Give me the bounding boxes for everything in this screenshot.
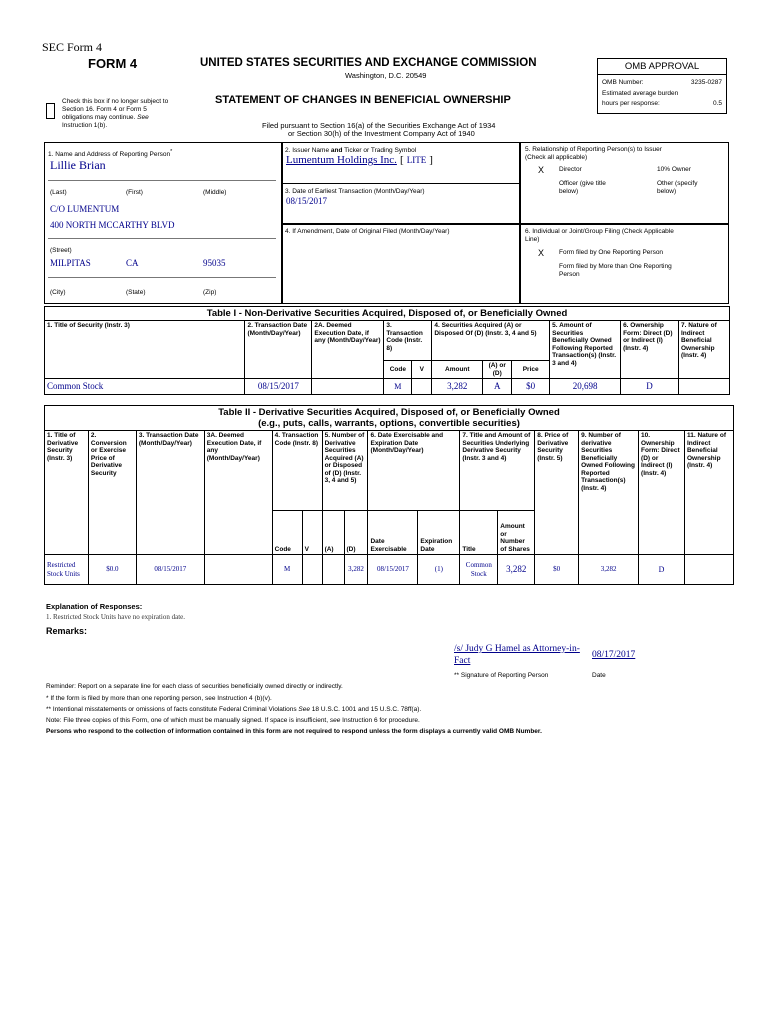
- address-line-1: C/O LUMENTUM: [50, 204, 120, 214]
- zip-label: (Zip): [203, 289, 217, 296]
- t1-row-form: D: [621, 379, 679, 395]
- commission-city: Washington, D.C. 20549: [345, 71, 427, 80]
- director-label: Director: [559, 166, 582, 173]
- earliest-date: 08/15/2017: [286, 196, 328, 206]
- filing-label-2: Line): [525, 236, 540, 243]
- street-label: (Street): [50, 247, 72, 254]
- table-2: [44, 405, 734, 585]
- explanation-label: Explanation of Responses:: [46, 602, 143, 611]
- t1-h5: 5. Amount of Securities Beneficially Owned Following Reported Transaction(s) (Instr. 3 and 4): [550, 321, 621, 379]
- t2-exp: Expiration Date: [418, 511, 460, 555]
- t2-h8: 8. Price of Derivative Security (Instr. 5): [535, 431, 579, 555]
- t2-v: V: [302, 511, 322, 555]
- t1-code: Code: [384, 361, 412, 379]
- t2-h6: 6. Date Exercisable and Expiration Date (Month/Day/Year): [368, 431, 460, 511]
- t2-h10: 10. Ownership Form: Direct (D) or Indirect (I) (Instr. 4): [639, 431, 685, 555]
- statement-title: STATEMENT OF CHANGES IN BENEFICIAL OWNERSHIP: [215, 94, 511, 106]
- t2-h2: 2. Conversion or Exercise Price of Derivative Security: [88, 431, 136, 555]
- filing-label-1: 6. Individual or Joint/Group Filing (Check Applicable: [525, 228, 674, 235]
- t1-v: V: [412, 361, 432, 379]
- checkbox-instructions: Check this box if no longer subject to Section 16. Form 4 or Form 5 obligations may continue. See Instruction 1(b).: [62, 98, 169, 129]
- t1-h6: 6. Ownership Form: Direct (D) or Indirect (I) (Instr. 4): [621, 321, 679, 379]
- state-label: (State): [126, 289, 146, 296]
- t2-d: (D): [344, 511, 368, 555]
- t2-h11: 11. Nature of Indirect Beneficial Ownership (Instr. 4): [684, 431, 733, 555]
- t1-row-amount: 3,282: [432, 379, 483, 395]
- t2-row-v: [302, 555, 322, 585]
- amendment-label: 4. If Amendment, Date of Original Filed (Month/Day/Year): [285, 228, 450, 235]
- t2-row-date: 08/15/2017: [136, 555, 204, 585]
- t2-row-price: $0.0: [88, 555, 136, 585]
- t2-row-form: D: [639, 555, 685, 585]
- signature-label: ** Signature of Reporting Person: [454, 672, 549, 679]
- t2-row-exercisable: 08/15/2017: [368, 555, 418, 585]
- t1-row-owned: 20,698: [550, 379, 621, 395]
- t2-a: (A): [322, 511, 344, 555]
- table-1: [44, 306, 730, 395]
- t2-row-a: [322, 555, 344, 585]
- one-person-mark[interactable]: X: [538, 248, 545, 258]
- zip-value: 95035: [203, 258, 226, 268]
- t2-row-utitle: Common Stock: [460, 555, 498, 585]
- omb-number-label: OMB Number:: [602, 79, 644, 86]
- issuer-label: 2. Issuer Name and Ticker or Trading Symbol: [285, 147, 417, 154]
- t2-row-owned: 3,282: [579, 555, 639, 585]
- t1-amount: Amount: [432, 361, 483, 379]
- t1-row-nature: [678, 379, 729, 395]
- t1-h2: 2. Transaction Date (Month/Day/Year): [245, 321, 312, 379]
- issuer-line: Lumentum Holdings Inc. [ LITE ]: [286, 154, 433, 166]
- t1-h2a: 2A. Deemed Execution Date, if any (Month/Day/Year): [312, 321, 384, 379]
- signature-name: /s/ Judy G Hamel as Attorney-in-Fact: [454, 644, 580, 666]
- relationship-label-2: (Check all applicable): [525, 154, 588, 161]
- t2-h3a: 3A. Deemed Execution Date, if any (Month/Day/Year): [204, 431, 272, 555]
- relationship-label-1: 5. Relationship of Reporting Person(s) to Issuer: [525, 146, 662, 153]
- t2-h7: 7. Title and Amount of Securities Underlying Derivative Security (Instr. 3 and 4): [460, 431, 535, 511]
- city-value: MILPITAS: [50, 258, 91, 268]
- footer-note-2: ** Intentional misstatements or omissions of facts constitute Federal Criminal Violations See 18 U.S.C. 1001 and 15 U.S.C. 78ff(a).: [46, 706, 422, 713]
- date-label: Date: [592, 672, 606, 679]
- omb-number: 3235-0287: [690, 79, 722, 86]
- state-value: CA: [126, 258, 139, 268]
- signature-date: 08/17/2017: [592, 650, 636, 660]
- t2-row-deemed: [204, 555, 272, 585]
- t2-row-title: Restricted Stock Units: [45, 555, 89, 585]
- ten-percent-label: 10% Owner: [657, 166, 691, 173]
- last-label: (Last): [50, 189, 67, 196]
- no-longer-subject-checkbox[interactable]: [46, 103, 55, 119]
- footer-omb-notice: Persons who respond to the collection of information contained in this form are not required to respond unless the form displays a currently valid OMB Number.: [46, 728, 542, 735]
- t1-h4: 4. Securities Acquired (A) or Disposed Of (D) (Instr. 3, 4 and 5): [432, 321, 550, 361]
- reporting-person-label: 1. Name and Address of Reporting Person*: [48, 149, 173, 159]
- explanation-1: 1. Restricted Stock Units have no expiration date.: [46, 613, 185, 621]
- t1-row-code: M: [384, 379, 412, 395]
- omb-burden-label1: Estimated average burden: [602, 90, 679, 97]
- other-label: Other (specify below): [657, 180, 698, 195]
- filed-pursuant-2: or Section 30(h) of the Investment Company Act of 1940: [288, 129, 475, 138]
- t1-row-price: $0: [512, 379, 550, 395]
- issuer-name-link[interactable]: Lumentum Holdings Inc.: [286, 154, 397, 166]
- one-person-label: Form filed by One Reporting Person: [559, 249, 664, 256]
- t2-row-expiration: (1): [418, 555, 460, 585]
- footer-note-1: * If the form is filed by more than one reporting person, see Instruction 4 (b)(v).: [46, 695, 272, 702]
- filed-pursuant-1: Filed pursuant to Section 16(a) of the Securities Exchange Act of 1934: [262, 121, 496, 130]
- t1-h3: 3. Transaction Code (Instr. 8): [384, 321, 432, 361]
- table-1-title: Table I - Non-Derivative Securities Acquired, Disposed of, or Beneficially Owned: [45, 307, 730, 321]
- t1-row-aord: A: [483, 379, 512, 395]
- t2-h5: 5. Number of Derivative Securities Acquired (A) or Disposed of (D) (Instr. 3, 4 and 5): [322, 431, 368, 511]
- t1-h7: 7. Nature of Indirect Beneficial Ownership (Instr. 4): [678, 321, 729, 379]
- t2-row-d: 3,282: [344, 555, 368, 585]
- t1-row-deemed: [312, 379, 384, 395]
- city-label: (City): [50, 289, 66, 296]
- table-2-title: Table II - Derivative Securities Acquired, Disposed of, or Beneficially Owned (e.g., puts, calls, warrants, options, convertible securities): [45, 406, 734, 431]
- address-line-2: 400 NORTH MCCARTHY BLVD: [50, 220, 175, 230]
- omb-approval-box: [597, 58, 727, 114]
- t2-row-nature: [684, 555, 733, 585]
- omb-burden: 0.5: [712, 100, 722, 107]
- t2-amt: Amount or Number of Shares: [498, 511, 535, 555]
- t2-h9: 9. Number of derivative Securities Beneficially Owned Following Reported Transaction(s) (Instr. 4): [579, 431, 639, 555]
- t2-h3: 3. Transaction Date (Month/Day/Year): [136, 431, 204, 555]
- earliest-date-label: 3. Date of Earliest Transaction (Month/Day/Year): [285, 188, 425, 195]
- t1-price: Price: [512, 361, 550, 379]
- footer-note-3: Note: File three copies of this Form, one of which must be manually signed. If space is insufficient, see Instruction 6 for procedure.: [46, 717, 420, 724]
- omb-burden-label2: hours per response:: [602, 100, 660, 107]
- t2-title: Title: [460, 511, 498, 555]
- t2-row-code: M: [272, 555, 302, 585]
- t1-row-v: [412, 379, 432, 395]
- form-title: FORM 4: [88, 56, 138, 71]
- t1-h1: 1. Title of Security (Instr. 3): [45, 321, 245, 379]
- officer-label: Officer (give title below): [559, 180, 606, 195]
- director-mark[interactable]: X: [538, 165, 545, 175]
- ticker-symbol: LITE: [406, 155, 427, 165]
- t2-h1: 1. Title of Derivative Security (Instr. 3): [45, 431, 89, 555]
- t1-row-title: Common Stock: [45, 379, 245, 395]
- t2-row-shares: 3,282: [498, 555, 535, 585]
- t1-row-date: 08/15/2017: [245, 379, 312, 395]
- t2-code: Code: [272, 511, 302, 555]
- first-label: (First): [126, 189, 143, 196]
- reporting-person-name: Lillie Brian: [50, 158, 106, 172]
- remarks-label: Remarks:: [46, 626, 88, 636]
- t1-aord: (A) or (D): [483, 361, 512, 379]
- t2-date-ex: Date Exercisable: [368, 511, 418, 555]
- t2-row-dprice: $0: [535, 555, 579, 585]
- t2-h4: 4. Transaction Code (Instr. 8): [272, 431, 322, 511]
- middle-label: (Middle): [203, 189, 227, 196]
- omb-title: OMB APPROVAL: [598, 59, 726, 75]
- sec-form-label: SEC Form 4: [42, 40, 103, 54]
- more-person-label: Form filed by More than One Reporting Person: [559, 263, 672, 278]
- table-row: [45, 555, 734, 585]
- commission-title: UNITED STATES SECURITIES AND EXCHANGE COMMISSION: [200, 57, 537, 69]
- footer-reminder: Reminder: Report on a separate line for each class of securities beneficially owned directly or indirectly.: [46, 683, 343, 690]
- table-row: [45, 379, 730, 395]
